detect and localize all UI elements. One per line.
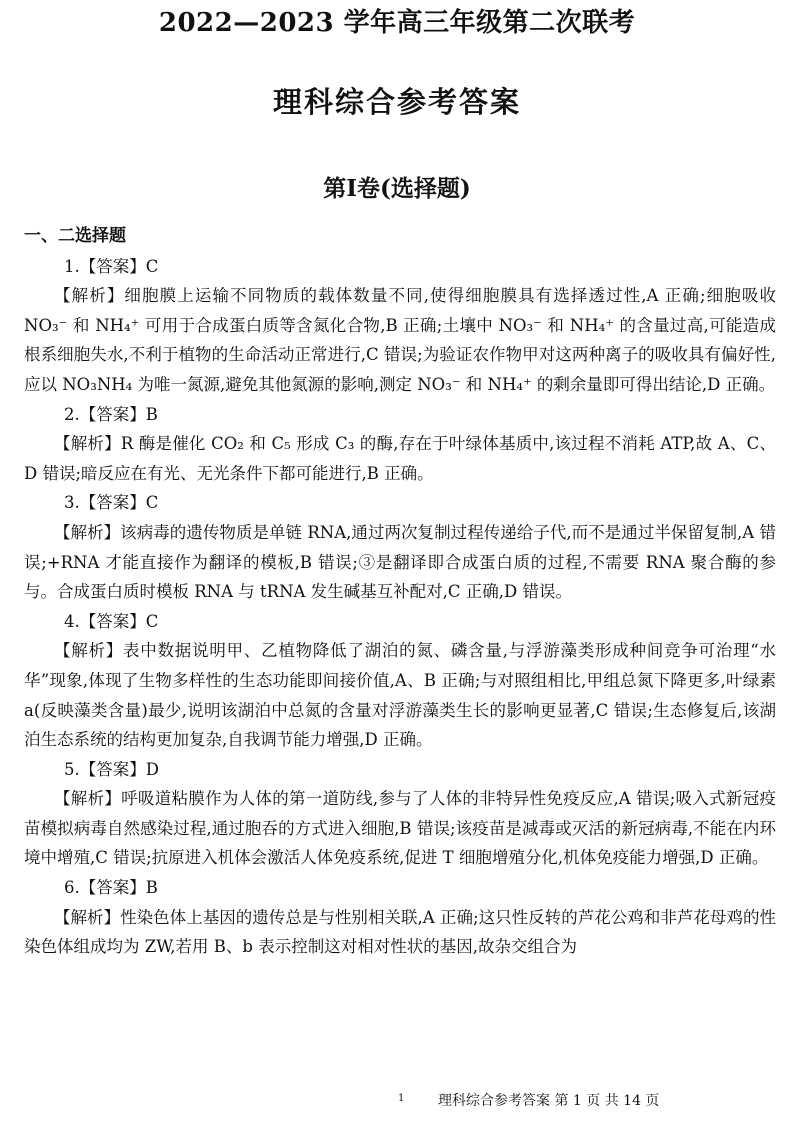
question-6-analysis: 【解析】性染色体上基因的遗传总是与性别相关联,A 正确;这只性反转的芦花公鸡和非芦花母鸡的性染色体组成均为 ZW,若用 B、b 表示控制这对相对性状的基因,故杂交组合为 — [24, 907, 776, 957]
question-1-analysis: 【解析】细胞膜上运输不同物质的载体数量不同,使得细胞膜具有选择透过性,A 正确;细胞吸收 NO₃⁻ 和 NH₄⁺ 可用于合成蛋白质等含氮化合物,B 正确;土壤中 NO₃⁻ 和 NH₄⁺ 的含量过高,可能造成根系细胞失水,不利于植物的生命活动正常进行,C 错误;为验证农作物甲对这两种离子的吸收具有偏好性,应以 NO₃NH₄ 为唯一氮源,避免其他氮源的影响,测定 NO₃⁻ 和 NH₄⁺ 的剩余量即可得出结论,D 正确。 — [24, 286, 776, 394]
question-3-answer: 3.【答案】C — [64, 493, 159, 513]
document-title: 理科综合参考答案 — [272, 85, 521, 119]
question-2-answer: 2.【答案】B — [64, 404, 158, 424]
question-1-answer: 1.【答案】C — [64, 256, 159, 276]
question-5-answer: 5.【答案】D — [64, 759, 159, 779]
volume-title: 第Ⅰ卷(选择题) — [323, 175, 471, 202]
question-2-analysis: 【解析】R 酶是催化 CO₂ 和 C₅ 形成 C₃ 的酶,存在于叶绿体基质中,该过程不消耗 ATP,故 A、C、D 错误;暗反应在有光、无光条件下都可能进行,B 正确。 — [24, 434, 776, 483]
question-6-answer: 6.【答案】B — [64, 878, 158, 898]
answer-content — [24, 222, 776, 962]
question-4-answer: 4.【答案】C — [64, 611, 159, 631]
question-4-analysis: 【解析】表中数据说明甲、乙植物降低了湖泊的氮、磷含量,与浮游藻类形成种间竞争可治理“水华”现象,体现了生物多样性的生态功能即间接价值,A、B 正确;与对照组相比,甲组总氮下降更多,叶绿素 a(反映藻类含量)最少,说明该湖泊中总氮的含量对浮游藻类生长的影响更显著,C 错误;生态修复后,该湖泊生态系统的结构更加复杂,自我调节能力增强,D 正确。 — [24, 641, 776, 750]
exam-title: 2022—2023 学年高三年级第二次联考 — [158, 8, 636, 38]
question-3-analysis: 【解析】该病毒的遗传物质是单链 RNA,通过两次复制过程传递给子代,而不是通过半保留复制,A 错误;+RNA 才能直接作为翻译的模板,B 错误;③是翻译即合成蛋白质的过程,不需要 RNA 聚合酶的参与。合成蛋白质时模板 RNA 与 tRNA 发生碱基互补配对,C 正确,D 错误。 — [24, 522, 776, 602]
section-heading: 一、二选择题 — [24, 226, 126, 246]
question-5-analysis: 【解析】呼吸道粘膜作为人体的第一道防线,参与了人体的非特异性免疫反应,A 错误;吸入式新冠疫苗模拟病毒自然感染过程,通过胞吞的方式进入细胞,B 错误;该疫苗是减毒或灭活的新冠病毒,不能在内环境中增殖,C 错误;抗原进入机体会激活人体免疫系统,促进 T 细胞增殖分化,机体免疫能力增强,D 正确。 — [24, 789, 776, 868]
footer-mark: 1 — [398, 1093, 405, 1104]
footer-page-info: 理科综合参考答案 第 1 页 共 14 页 — [438, 1093, 660, 1109]
